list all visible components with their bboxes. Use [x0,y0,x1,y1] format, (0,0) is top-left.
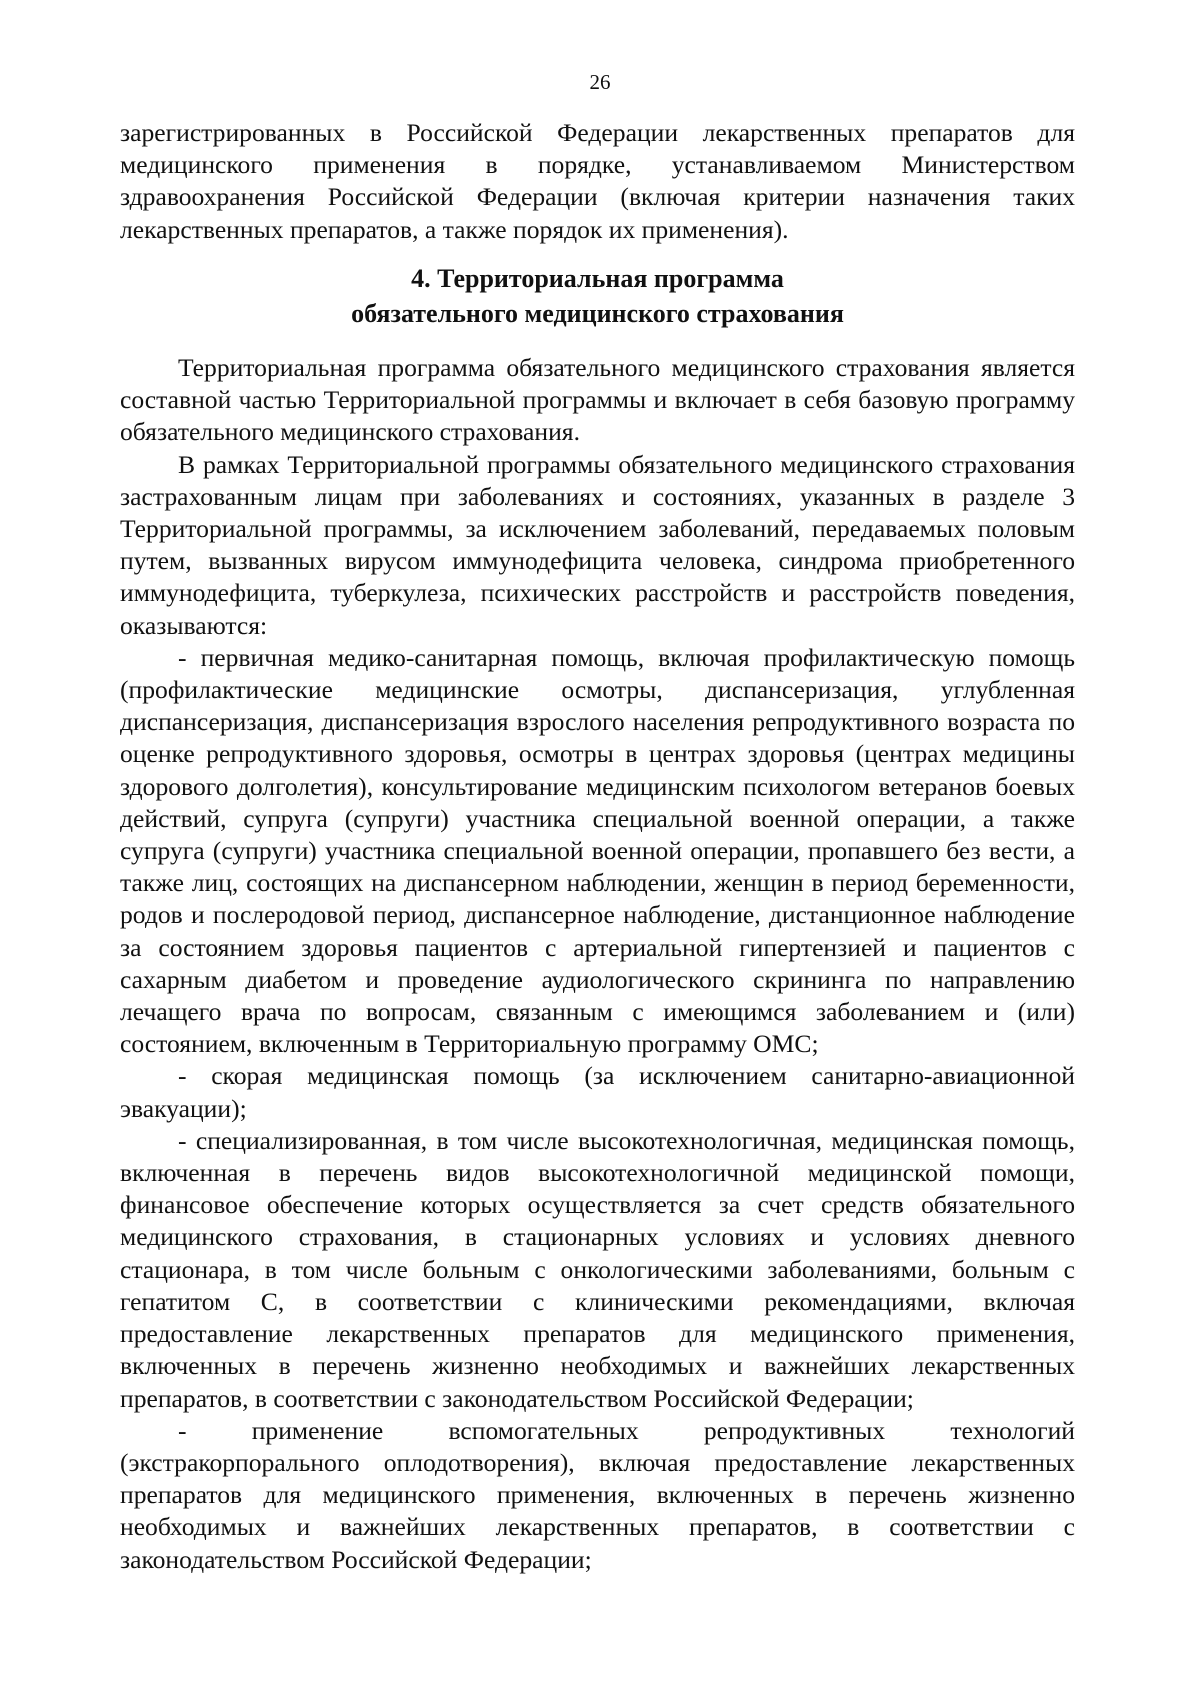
list-item-specialized-care: - специализированная, в том числе высокотехнологичная, медицинская помощь, включенная в перечень видов высокотехнологичной медицинской помощи, финансовое обеспечение которых осуществляется за счет средств обязательного медицинского страхования, в стационарных условиях и условиях дневного стационара, в том числе больным с онкологическими заболеваниями, больным с гепатитом С, в соответствии с клиническими рекомендациями, включая предоставление лекарственных препаратов для медицинского применения, включенных в перечень жизненно необходимых и важнейших лекарственных препаратов, в соответствии с законодательством Российской Федерации; [120,1125,1075,1413]
paragraph-services-intro: В рамках Территориальной программы обязательного медицинского страхования застрахованным лицам при заболеваниях и состояниях, указанных в разделе 3 Территориальной программы, за исключением заболеваний, передаваемых половым путем, вызванных вирусом иммунодефицита человека, синдрома приобретенного иммунодефицита, туберкулеза, психических расстройств и расстройств поведения, оказываются: [120,449,1075,640]
list-item-emergency-care: - скорая медицинская помощь (за исключением санитарно-авиационной эвакуации); [120,1061,1075,1123]
intro-block [120,117,1075,246]
list-item-reproductive-technologies: - применение вспомогательных репродуктивных технологий (экстракорпорального оплодотворения), включая предоставление лекарственных препаратов для медицинского применения, включенных в перечень жизненно необходимых и важнейших лекарственных препаратов, в соответствии с законодательством Российской Федерации; [120,1415,1075,1574]
page-number: 26 [589,70,611,94]
section-body [120,352,1075,1576]
section-heading [120,261,1075,331]
list-item-primary-care: - первичная медико-санитарная помощь, включая профилактическую помощь (профилактические медицинские осмотры, диспансеризация, углубленная диспансеризация, диспансеризация взрослого населения репродуктивного возраста по оценке репродуктивного здоровья, осмотры в центрах здоровья (центрах медицины здорового долголетия), консультирование медицинским психологом ветеранов боевых действий, супруга (супруги) участника специальной военной операции, а также супруга (супруги) участника специальной военной операции, пропавшего без вести, а также лиц, состоящих на диспансерном наблюдении, женщин в период беременности, родов и послеродовой период, диспансерное наблюдение, дистанционное наблюдение за состоянием здоровья пациентов с артериальной гипертензией и пациентов с сахарным диабетом и проведение аудиологического скрининга по направлению лечащего врача по вопросам, связанным с имеющимся заболеванием и (или) состоянием, включенным в Территориальную программу ОМС; [120,642,1075,1059]
section-heading-line-2: обязательного медицинского страхования [351,299,844,328]
paragraph-program-definition: Территориальная программа обязательного медицинского страхования является составной частью Территориальной программы и включает в себя базовую программу обязательного медицинского страхования. [120,353,1075,447]
section-heading-line-1: 4. Территориальная программа [411,264,784,293]
intro-paragraph: зарегистрированных в Российской Федерации лекарственных препаратов для медицинского применения в порядке, устанавливаемом Министерством здравоохранения Российской Федерации (включая критерии назначения таких лекарственных препаратов, а также порядок их применения). [120,118,1075,244]
